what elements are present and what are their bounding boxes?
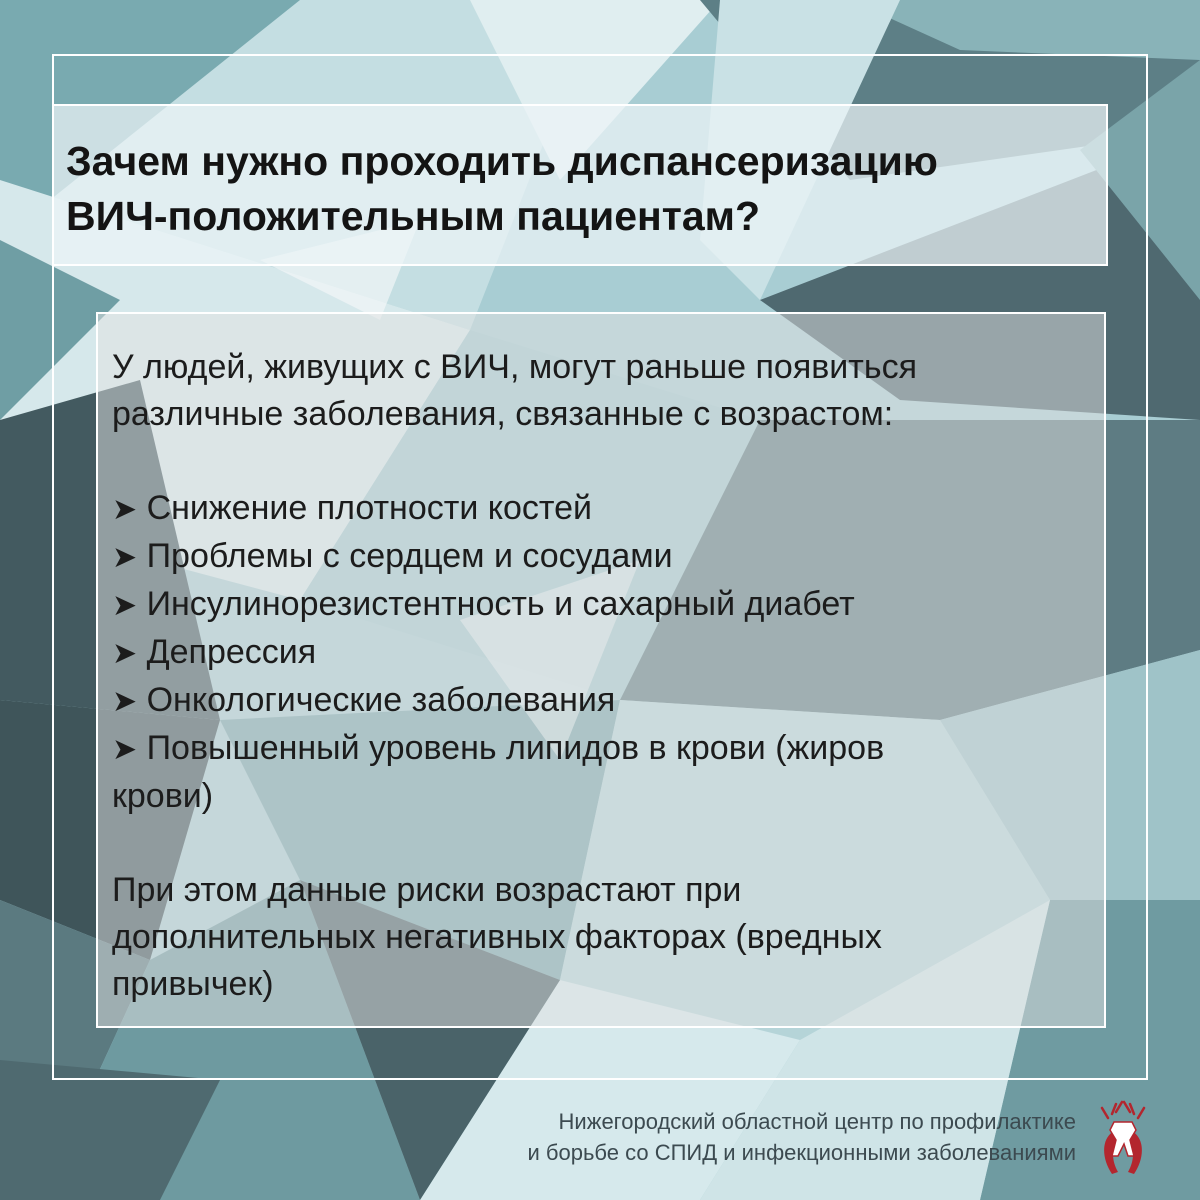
paragraph-gap — [112, 820, 1092, 867]
arrow-bullet-icon: ➤ — [112, 541, 138, 574]
arrow-bullet-icon: ➤ — [112, 685, 138, 718]
list-item — [112, 629, 1092, 677]
content-text — [112, 344, 1092, 1008]
arrow-bullet-icon: ➤ — [112, 733, 138, 766]
paragraph-gap — [112, 438, 1092, 485]
list-item — [112, 533, 1092, 581]
closing-line-1: При этом данные риски возрастают при — [112, 871, 742, 909]
list-item — [112, 581, 1092, 629]
content-panel — [96, 312, 1106, 1028]
list-item-continuation: крови) — [112, 777, 214, 815]
title-line-1: Зачем нужно проходить диспансеризацию — [66, 138, 938, 184]
organization-name — [527, 1106, 1076, 1168]
deer-ribbon-logo-icon — [1092, 1100, 1154, 1180]
closing-line-2: дополнительных негативных факторах (вредных — [112, 918, 882, 956]
intro-line-1: У людей, живущих с ВИЧ, могут раньше появиться — [112, 348, 917, 386]
list-item-text: Повышенный уровень липидов в крови (жиров — [146, 729, 885, 767]
page-title — [66, 134, 1096, 244]
list-item-text: Снижение плотности костей — [146, 489, 593, 527]
title-panel — [52, 104, 1108, 266]
list-item-text: Онкологические заболевания — [146, 681, 616, 719]
arrow-bullet-icon: ➤ — [112, 589, 138, 622]
arrow-bullet-icon: ➤ — [112, 493, 138, 526]
arrow-bullet-icon: ➤ — [112, 637, 138, 670]
list-item-text: Инсулинорезистентность и сахарный диабет — [146, 585, 855, 623]
closing-line-3: привычек) — [112, 965, 274, 1003]
title-line-2: ВИЧ-положительным пациентам? — [66, 193, 761, 239]
list-item — [112, 677, 1092, 725]
list-item-text: Депрессия — [146, 633, 317, 671]
list-item-text: Проблемы с сердцем и сосудами — [146, 537, 673, 575]
list-item — [112, 725, 1092, 773]
organization-line-1: Нижегородский областной центр по профилактике — [558, 1109, 1076, 1134]
intro-line-2: различные заболевания, связанные с возрастом: — [112, 395, 894, 433]
list-item — [112, 485, 1092, 533]
organization-line-2: и борьбе со СПИД и инфекционными заболеваниями — [527, 1140, 1076, 1165]
